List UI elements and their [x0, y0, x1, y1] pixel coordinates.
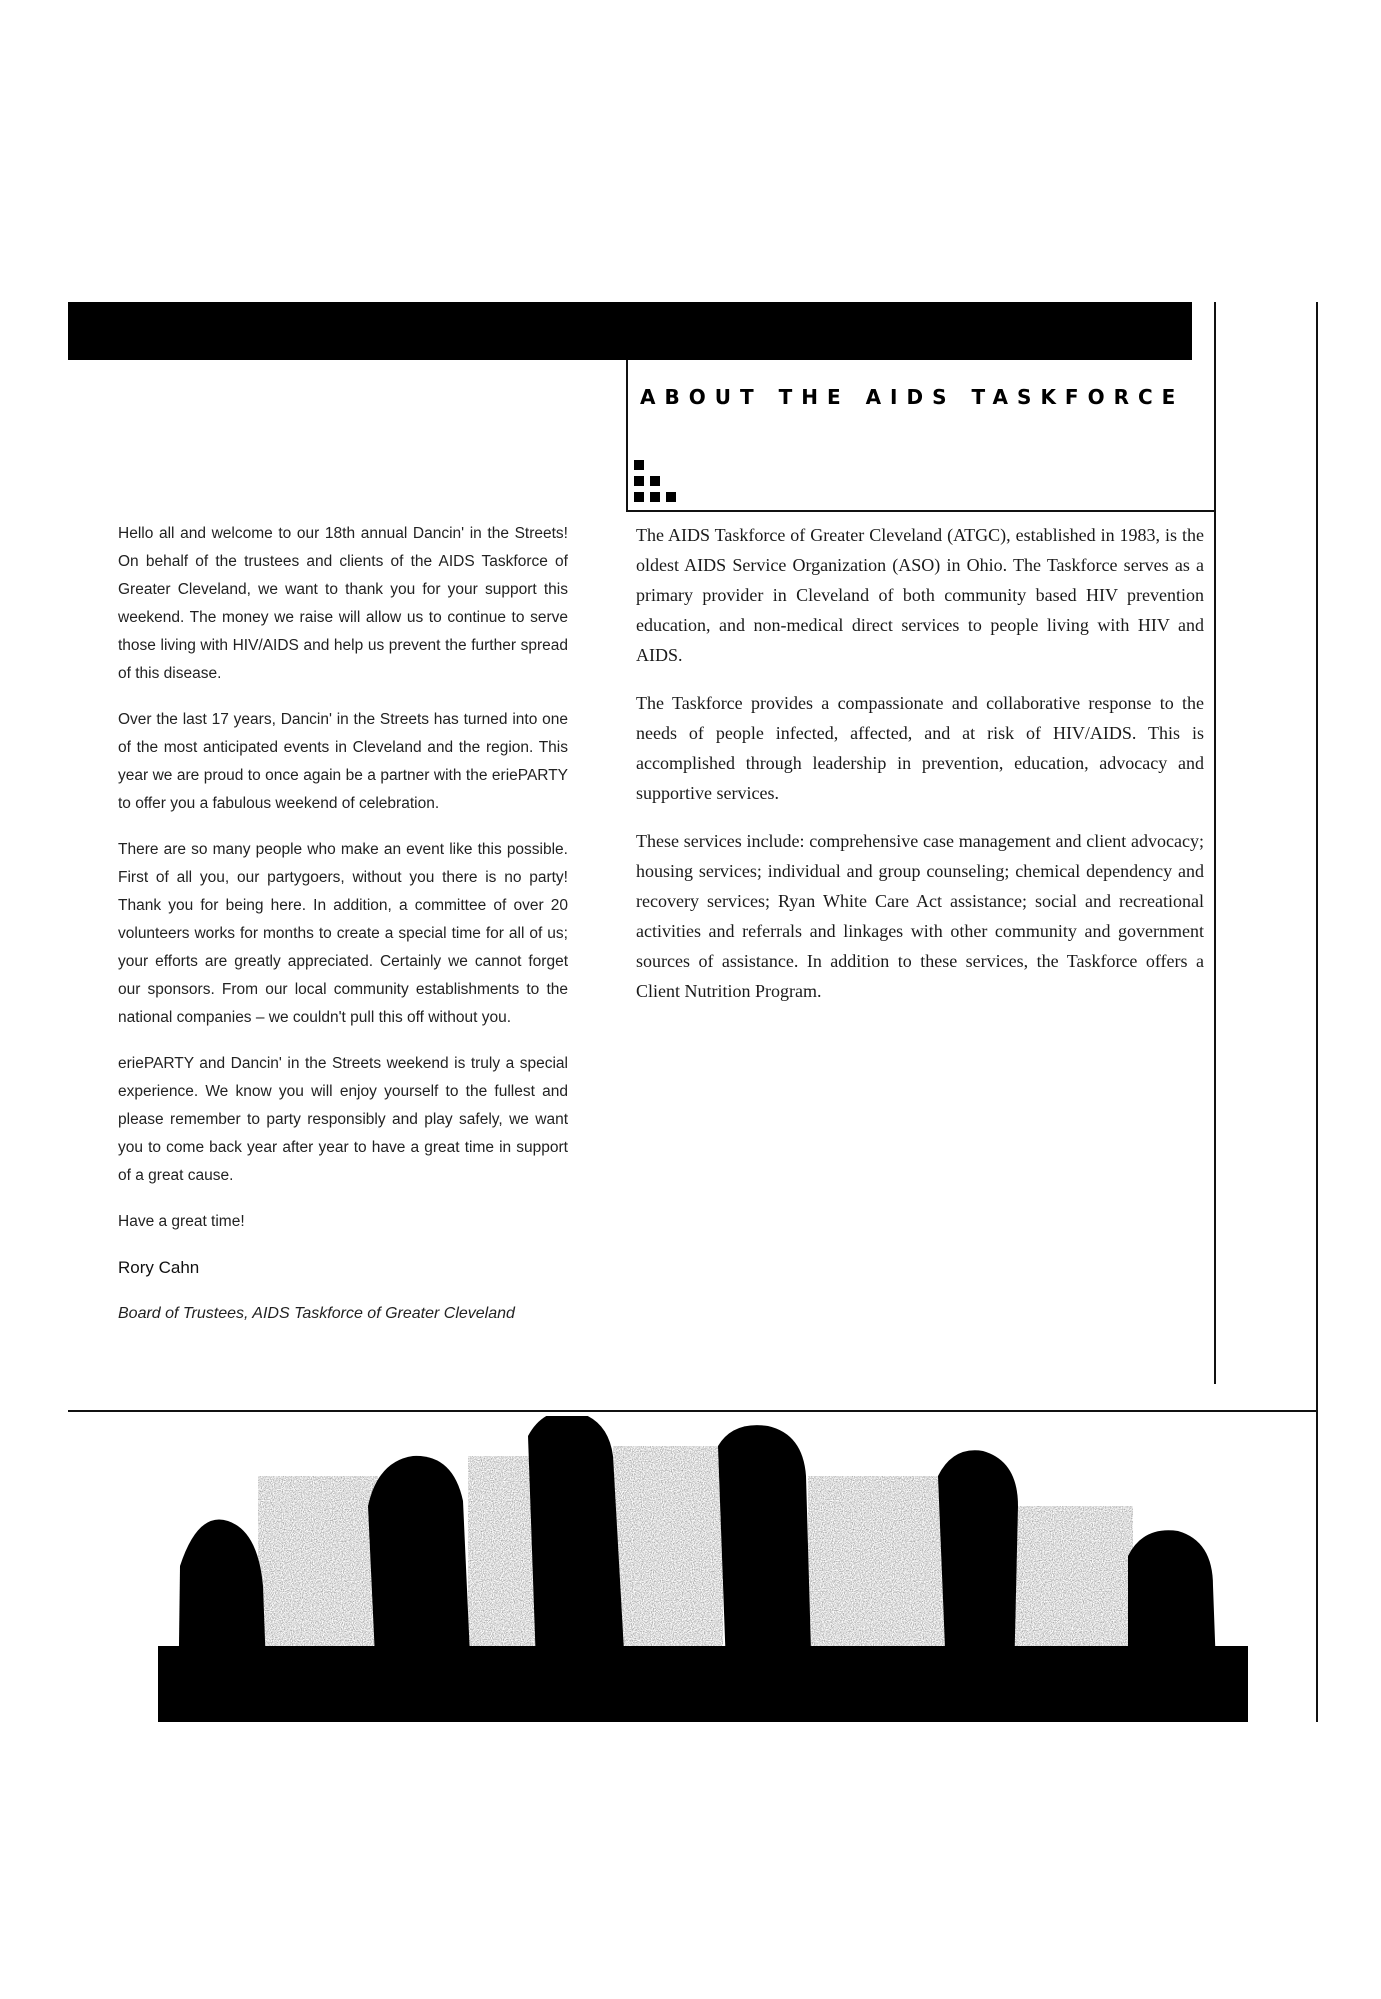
section-heading: ABOUT THE AIDS TASKFORCE — [640, 385, 1185, 409]
square-stairs-icon — [634, 460, 694, 510]
about-paragraph: The AIDS Taskforce of Greater Cleveland (ATGC), established in 1983, is the oldest AIDS Service Organization (ASO) in Ohio. The Taskforce serves as a primary provider in Cleveland of both community based HIV prevention education, and non-medical direct services to people living with HIV and AIDS. — [636, 525, 1204, 665]
about-paragraph: These services include: comprehensive case management and client advocacy; housing services; individual and group counseling; chemical dependency and recovery services; Ryan White Care Act assistance; social and recreational activities and referrals and linkages with other community and government sources of assistance. In addition to these services, the Taskforce offers a Client Nutrition Program. — [636, 831, 1204, 1001]
letter-paragraph: Hello all and welcome to our 18th annual Dancin' in the Streets! On behalf of the trustees and clients of the AIDS Taskforce of Greater Cleveland, we want to thank you for your support this weekend. The money we raise will allow us to continue to serve those living with HIV/AIDS and help us prevent the further spread of this disease. — [118, 525, 568, 682]
heading-box — [626, 360, 1214, 512]
signature-title: Board of Trustees, AIDS Taskforce of Greater Cleveland — [118, 1305, 515, 1322]
bottom-rule — [68, 1410, 1316, 1412]
about-paragraph: The Taskforce provides a compassionate and collaborative response to the needs of people infected, affected, and at risk of HIV/AIDS. This is accomplished through leadership in prevention, education, advocacy and supportive services. — [636, 693, 1204, 803]
letter-paragraph: There are so many people who make an event like this possible. First of all you, our partygoers, without you there is no party! Thank you for being here. In addition, a committee of over 20 volunteers works for months to create a special time for all of us; your efforts are greatly appreciated. Certainly we cannot forget our sponsors. From our local community establishments to the national companies – we couldn't pull this off without you. — [118, 841, 568, 1026]
about-section — [636, 520, 1204, 1024]
letter-closing: Have a great time! — [118, 1213, 245, 1230]
letter-paragraph: eriePARTY and Dancin' in the Streets weekend is truly a special experience. We know you will enjoy yourself to the fullest and please remember to party responsibly and play safely, we want you to come back year after year to have a great time in support of a great cause. — [118, 1055, 568, 1184]
letter-paragraph: Over the last 17 years, Dancin' in the Streets has turned into one of the most anticipated events in Cleveland and the region. This year we are proud to once again be a partner with the eriePARTY to offer you a fabulous weekend of celebration. — [118, 711, 568, 812]
signature-name: Rory Cahn — [118, 1258, 200, 1277]
header-black-bar — [68, 302, 1192, 360]
hand-silhouette-image — [68, 1416, 1316, 1722]
page-edge-rule — [1316, 302, 1318, 1722]
welcome-letter — [118, 520, 568, 1346]
vertical-rule — [1214, 302, 1216, 1384]
